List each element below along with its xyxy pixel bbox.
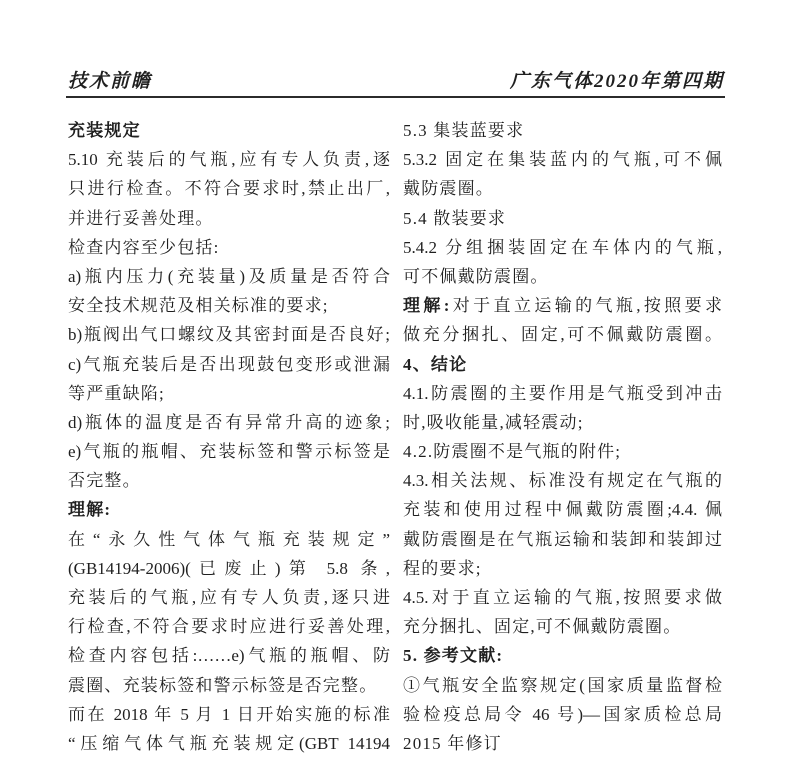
text-line: 检查内容包括:……e)气瓶的瓶帽、防	[68, 646, 390, 666]
text-line: 行检查,不符合要求时应进行妥善处理,	[68, 617, 390, 637]
text-line: 验检疫总局令 46 号)—国家质检总局	[403, 704, 722, 724]
text-line: 而在 2018 年 5 月 1 日开始实施的标准	[68, 704, 390, 724]
header-issue-title: 广东气体2020年第四期	[509, 71, 724, 92]
text-line: 2015 年修订	[403, 733, 502, 753]
header-divider	[66, 96, 725, 98]
text-line: 4.2.防震圈不是气瓶的附件;	[403, 442, 622, 462]
text-line: 4.5.对于直立运输的气瓶,按照要求做	[403, 588, 722, 607]
text-line: 4.1.防震圈的主要作用是气瓶受到冲击	[403, 383, 722, 403]
text-line: a)瓶内压力(充装量)及质量是否符合	[68, 266, 390, 286]
text-line: 5.4.2 分组捆装固定在车体内的气瓶,	[403, 237, 722, 257]
text-line: 戴防震圈。	[403, 179, 494, 199]
text-line: “压缩气体气瓶充装规定(GBT 14194	[68, 733, 390, 753]
text-line: 震圈、充装标签和警示标签是否完整。	[68, 675, 378, 695]
text-line: 并进行妥善处理。	[68, 208, 214, 228]
text-line: c)气瓶充装后是否出现鼓包变形或泄漏	[68, 354, 390, 374]
text-line: 5.3 集装蓝要求	[403, 121, 525, 140]
line-bold-prefix: 理解:	[403, 296, 450, 316]
text-line: 只进行检查。不符合要求时,禁止出厂,	[68, 179, 390, 199]
text-line: 充装规定	[68, 121, 141, 140]
text-line: 5.4 散装要求	[403, 208, 507, 228]
text-line: 充装和使用过程中佩戴防震圈;4.4. 佩	[403, 500, 722, 520]
header-section-title: 技术前瞻	[68, 71, 153, 92]
left-column	[68, 116, 390, 758]
text-line: 检查内容至少包括:	[68, 237, 220, 257]
text-line: 理解:对于直立运输的气瓶,按照要求	[403, 296, 722, 316]
text-line: 时,吸收能量,减轻震动;	[403, 412, 584, 432]
text-line: 4.3.相关法规、标准没有规定在气瓶的	[403, 471, 722, 491]
text-line: 在“永久性气体气瓶充装规定”	[68, 529, 390, 549]
text-line: 程的要求;	[403, 558, 482, 578]
right-column	[403, 116, 722, 758]
text-line: 戴防震圈是在气瓶运输和装卸和装卸过	[403, 529, 722, 549]
text-line: 5.3.2 固定在集装蓝内的气瓶,可不佩	[403, 150, 722, 170]
text-line: 可不佩戴防震圈。	[403, 266, 549, 286]
text-line: 4、结论	[403, 354, 468, 374]
text-line: 等严重缺陷;	[68, 383, 165, 403]
text-line: 充装后的气瓶,应有专人负责,逐只进	[68, 588, 390, 607]
text-line: e)气瓶的瓶帽、充装标签和警示标签是	[68, 442, 390, 462]
text-line: (GB14194-2006)(已废止)第 5.8 条,	[68, 558, 390, 578]
text-line: 5. 参考文献:	[403, 646, 504, 666]
text-line: ①气瓶安全监察规定(国家质量监督检	[403, 675, 722, 695]
text-line: 5.10 充装后的气瓶,应有专人负责,逐	[68, 150, 390, 170]
text-line: b)瓶阀出气口螺纹及其密封面是否良好;	[68, 325, 390, 345]
text-line: 充分捆扎、固定,可不佩戴防震圈。	[403, 617, 682, 637]
text-line: 否完整。	[68, 471, 141, 491]
text-line: 理解:	[68, 500, 112, 520]
text-line: d)瓶体的温度是否有异常升高的迹象;	[68, 412, 390, 432]
text-line: 做充分捆扎、固定,可不佩戴防震圈。	[403, 325, 722, 345]
text-line: 安全技术规范及相关标准的要求;	[68, 296, 329, 316]
